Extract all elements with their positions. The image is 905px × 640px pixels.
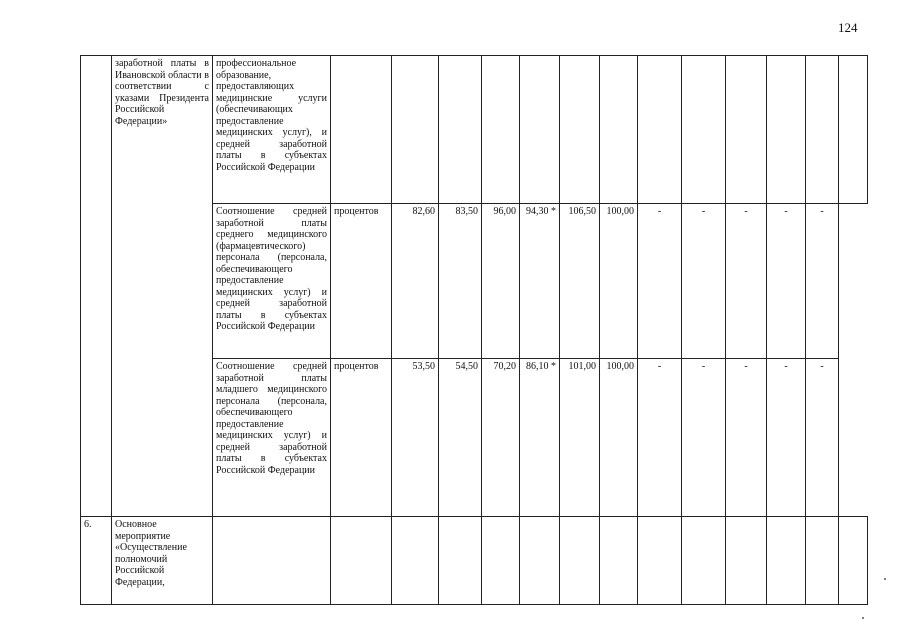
- value-cell: 83,50: [439, 204, 482, 359]
- event-name-cell: Основное мероприятие «Осуществление полномочий Российской Федерации,: [112, 517, 213, 605]
- event-name-cell: заработной платы в Ивановской области в соответствии с указами Президента Российской Федерации»: [112, 56, 213, 517]
- value-cell: 101,00: [560, 359, 600, 517]
- unit-cell: [331, 517, 392, 605]
- value-cell: -: [726, 359, 767, 517]
- scan-speck: [884, 578, 886, 580]
- indicator-cell: [213, 517, 331, 605]
- value-cell: -: [638, 204, 682, 359]
- page-number: 124: [838, 20, 858, 35]
- value-cell: 86,10 *: [520, 359, 560, 517]
- value-cell: 100,00: [600, 204, 638, 359]
- value-cell: -: [638, 359, 682, 517]
- table-row: [81, 517, 868, 605]
- value-cell: -: [726, 204, 767, 359]
- number-cell: 6.: [81, 517, 112, 605]
- value-cell: 70,20: [482, 359, 520, 517]
- value-cell: 82,60: [392, 204, 439, 359]
- indicator-cell: Соотношение средней заработной платы среднего медицинского (фармацевтического) персонала (персонала, обеспечивающего предоставление медицинских услуг) и средней заработной платы в субъектах Российской Федерации: [213, 204, 331, 359]
- unit-cell: процентов: [331, 204, 392, 359]
- value-cell: 106,50: [560, 204, 600, 359]
- value-cell: 100,00: [600, 359, 638, 517]
- value-cell: -: [806, 359, 839, 517]
- value-cell: -: [767, 359, 806, 517]
- value-cell: 96,00: [482, 204, 520, 359]
- number-cell: [81, 56, 112, 517]
- indicator-cell: Соотношение средней заработной платы младшего медицинского персонала (персонала, обеспечивающего предоставление медицинских услуг) и средней заработной платы в субъектах Российской Федерации: [213, 359, 331, 517]
- unit-cell: процентов: [331, 359, 392, 517]
- value-cell: 53,50: [392, 359, 439, 517]
- value-cell: -: [767, 204, 806, 359]
- indicator-cell: профессиональное образование, предоставляющих медицинские услуги (обеспечивающих предоставление медицинских услуг), и средней заработной платы в субъектах Российской Федерации: [213, 56, 331, 204]
- value-cell: -: [682, 359, 726, 517]
- value-cell: 54,50: [439, 359, 482, 517]
- value-cell: 94,30 *: [520, 204, 560, 359]
- value-cell: -: [806, 204, 839, 359]
- scan-speck: [862, 617, 864, 619]
- program-table: [80, 55, 868, 605]
- value-cell: -: [682, 204, 726, 359]
- table-row: [81, 56, 868, 204]
- unit-cell: [331, 56, 392, 204]
